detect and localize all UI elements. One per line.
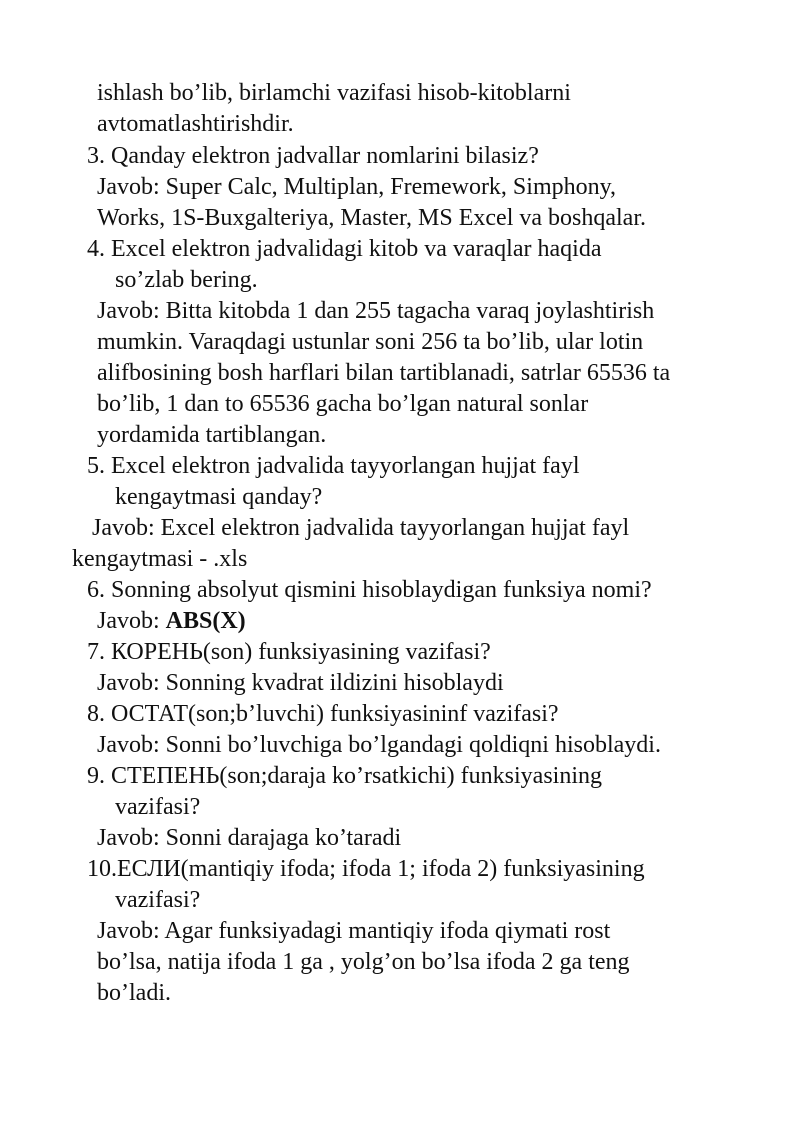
question-9-line-2: vazifasi?	[115, 794, 201, 820]
answer-7: Javob: Sonning kvadrat ildizini hisoblaydi	[97, 670, 504, 696]
question-7: 7. КОРЕНЬ(son) funksiyasining vazifasi?	[87, 639, 491, 665]
question-9-line-1: 9. СТЕПЕНЬ(son;daraja ko’rsatkichi) funksiyasining	[87, 763, 603, 789]
answer-3-line-1: Javob: Super Calc, Multiplan, Fremework, Simphony,	[97, 174, 617, 200]
answer-4-line-3: alifbosining bosh harflari bilan tartiblanadi, satrlar 65536 ta	[97, 360, 671, 386]
question-10-line-1: 10.ЕСЛИ(mantiqiy ifoda; ifoda 1; ifoda 2) funksiyasining	[87, 856, 645, 882]
answer-4-line-4: bo’lib, 1 dan to 65536 gacha bo’lgan natural sonlar	[97, 391, 589, 417]
answer-9: Javob: Sonni darajaga ko’taradi	[97, 825, 402, 851]
answer-5-line-2: kengaytmasi - .xls	[72, 546, 248, 572]
answer-6-prefix: Javob:	[97, 608, 166, 634]
question-5-line-2: kengaytmasi qanday?	[115, 484, 323, 510]
answer-10-line-3: bo’ladi.	[97, 980, 171, 1006]
answer-10-line-2: bo’lsa, natija ifoda 1 ga , yolg’on bo’lsa ifoda 2 ga teng	[97, 949, 630, 975]
answer-3-line-2: Works, 1S-Buxgalteriya, Master, MS Excel va boshqalar.	[97, 205, 646, 231]
question-5-line-1: 5. Excel elektron jadvalida tayyorlangan hujjat fayl	[87, 453, 580, 479]
question-6: 6. Sonning absolyut qismini hisoblaydigan funksiya nomi?	[87, 577, 652, 603]
answer-6	[97, 606, 246, 637]
question-8: 8. ОСТАТ(son;b’luvchi) funksiyasininf vazifasi?	[87, 701, 559, 727]
answer-8: Javob: Sonni bo’luvchiga bo’lgandagi qoldiqni hisoblaydi.	[97, 732, 661, 758]
intro-line-2: avtomatlashtirishdir.	[97, 111, 294, 137]
answer-4-line-5: yordamida tartiblangan.	[97, 422, 327, 448]
answer-4-line-2: mumkin. Varaqdagi ustunlar soni 256 ta bo’lib, ular lotin	[97, 329, 644, 355]
answer-4-line-1: Javob: Bitta kitobda 1 dan 255 tagacha varaq joylashtirish	[97, 298, 655, 324]
question-10-line-2: vazifasi?	[115, 887, 201, 913]
intro-line-1: ishlash bo’lib, birlamchi vazifasi hisob-kitoblarni	[97, 80, 571, 106]
question-4-line-1: 4. Excel elektron jadvalidagi kitob va varaqlar haqida	[87, 236, 602, 262]
question-3: 3. Qanday elektron jadvallar nomlarini bilasiz?	[87, 143, 539, 169]
answer-6-bold-value: ABS(X)	[165, 608, 246, 634]
answer-10-line-1: Javob: Agar funksiyadagi mantiqiy ifoda qiymati rost	[97, 918, 611, 944]
question-4-line-2: so’zlab bering.	[115, 267, 258, 293]
answer-5-line-1: Javob: Excel elektron jadvalida tayyorlangan hujjat fayl	[92, 515, 630, 541]
